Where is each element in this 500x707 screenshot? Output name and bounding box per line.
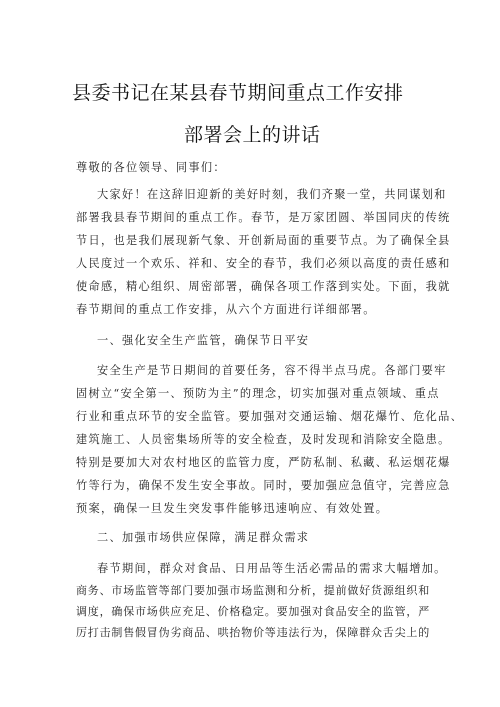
text-line: 使命感，精心组织、周密部署，确保各项工作落到实处。下面，我就 [76,280,451,293]
body-line [0,406,500,428]
salutation-line [0,157,500,179]
body-line [0,601,500,623]
text-line: 商务、市场监管等部门要加强市场监测和分析，提前做好货源组织和 [76,584,430,597]
text-line: 大家好！在这辞旧迎新的美好时刻，我们齐聚一堂，共同谋划和 [97,188,447,201]
text-line: 部署我县春节期间的重点工作。春节，是万家团圆、举国同庆的传统 [76,211,451,224]
body-line [0,299,500,321]
text-line: 春节期间的重点工作安排，从六个方面进行详细部署。 [76,303,376,316]
body-line [0,558,500,580]
salutation: 尊敬的各位领导、同事们： [76,161,226,174]
body-line [0,498,500,520]
body-line [0,276,500,298]
body-line [0,452,500,474]
text-line: 安全生产是节日期间的首要任务，容不得半点马虎。各部门要牢 [97,364,447,377]
text-line: 固树立“安全第一、预防为主”的理念，切实加强对重点领域、重点 [76,387,440,400]
text-line: 建筑施工、人员密集场所等的安全检查，及时发现和消除安全隐患。 [76,433,451,446]
text-line: 春节期间，群众对食品、日用品等生活必需品的需求大幅增加。 [97,562,447,575]
body-line [0,383,500,405]
text-line: 特别是要加大对农村地区的监管力度，严防私制、私藏、私运烟花爆 [76,456,451,469]
body-line [0,253,500,275]
section-heading-1: 一、强化安全生产监管，确保节日平安 [97,334,310,347]
body-line [0,207,500,229]
body-line [0,475,500,497]
body-line [0,429,500,451]
text-line: 节日，也是我们展现新气象、开创新局面的重要节点。为了确保全县 [76,234,451,247]
body-line [0,230,500,252]
text-line: 预案，确保一旦发生突发事件能够迅速响应、有效处置。 [76,502,389,515]
section-heading-2: 二、加强市场供应保障，满足群众需求 [97,531,310,544]
text-line: 人民度过一个欢乐、祥和、安全的春节，我们必须以高度的责任感和 [76,257,451,270]
section-heading-line [0,330,500,352]
body-line [0,580,500,602]
section-heading-line [0,527,500,549]
body-line [0,184,500,206]
text-line: 调度，确保市场供应充足、价格稳定。要加强对食品安全的监管，严 [76,605,430,618]
document-title-line1: 县委书记在某县春节期间重点工作安排 [72,82,404,104]
body-line [0,360,500,382]
text-line: 厉打击制售假冒伪劣商品、哄抬物价等违法行为，保障群众舌尖上的 [76,626,430,639]
body-line [0,622,500,644]
text-line: 行业和重点环节的安全监管。要加强对交通运输、烟花爆竹、危化品、 [76,410,464,423]
document-title-line2: 部署会上的讲话 [184,124,321,146]
text-line: 竹等行为，确保不发生安全事故。同时，要加强应急值守，完善应急 [76,479,451,492]
